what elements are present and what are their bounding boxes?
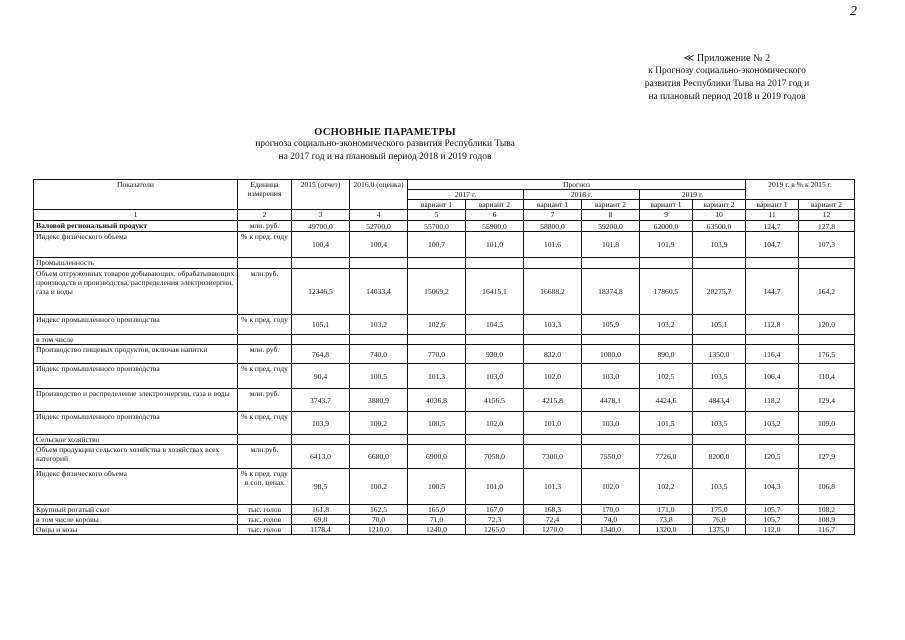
empty-cell <box>408 435 466 445</box>
indicator-label: Индекс физического объема <box>34 232 238 258</box>
empty-cell <box>408 335 466 345</box>
indicator-label: Объем продукции сельского хозяйства в хозяйствах всех категорий <box>34 445 238 469</box>
value-cell: 7300,0 <box>524 445 582 469</box>
value-cell: 100,5 <box>350 364 408 389</box>
value-cell: 103,3 <box>524 315 582 335</box>
value-cell: 49700,0 <box>292 221 350 232</box>
value-cell: 90,4 <box>292 364 350 389</box>
empty-cell <box>640 258 693 269</box>
header-pct-2019-2015: 2019 г. в % к 2015 г. <box>746 180 855 200</box>
value-cell: 76,0 <box>693 515 746 525</box>
value-cell: 112,0 <box>746 525 799 535</box>
unit-cell: % к пред. году <box>238 232 292 258</box>
subheading-row <box>34 335 855 345</box>
value-cell: 1178,4 <box>292 525 350 535</box>
value-cell: 112,8 <box>746 315 799 335</box>
table-row <box>34 505 855 515</box>
value-cell: 118,2 <box>746 389 799 412</box>
header-variant-2: вариант 2 <box>693 200 746 210</box>
value-cell: 16688,2 <box>524 269 582 315</box>
value-cell: 103,0 <box>582 364 640 389</box>
value-cell: 168,3 <box>524 505 582 515</box>
value-cell: 1265,0 <box>466 525 524 535</box>
header-variant-1: вариант 1 <box>524 200 582 210</box>
empty-cell <box>292 258 350 269</box>
value-cell: 106,4 <box>746 364 799 389</box>
column-number: 4 <box>350 210 408 221</box>
value-cell: 1340,0 <box>582 525 640 535</box>
empty-cell <box>350 435 408 445</box>
empty-cell <box>238 335 292 345</box>
value-cell: 740,0 <box>350 345 408 364</box>
header-forecast: Прогноз <box>408 180 746 190</box>
value-cell: 105,7 <box>746 505 799 515</box>
value-cell: 4036,8 <box>408 389 466 412</box>
value-cell: 18374,8 <box>582 269 640 315</box>
section-title: Сельское хозяйство <box>34 435 238 445</box>
value-cell: 15069,2 <box>408 269 466 315</box>
indicator-label: Производство пищевых продуктов, включая напитки <box>34 345 238 364</box>
empty-cell <box>693 435 746 445</box>
empty-cell <box>640 435 693 445</box>
value-cell: 127,8 <box>799 221 855 232</box>
value-cell: 101,0 <box>524 412 582 435</box>
value-cell: 104,3 <box>746 469 799 505</box>
unit-cell: % к пред. году <box>238 412 292 435</box>
value-cell: 102,0 <box>466 412 524 435</box>
unit-cell: млн.руб. <box>238 445 292 469</box>
empty-cell <box>799 258 855 269</box>
header-variant-1: вариант 1 <box>746 200 799 210</box>
empty-cell <box>524 335 582 345</box>
unit-cell: млн.руб. <box>238 269 292 315</box>
value-cell: 116,7 <box>799 525 855 535</box>
value-cell: 105,1 <box>292 315 350 335</box>
value-cell: 4156,5 <box>466 389 524 412</box>
value-cell: 104,7 <box>746 232 799 258</box>
value-cell: 104,5 <box>466 315 524 335</box>
unit-cell: тыс. голов <box>238 515 292 525</box>
indicator-label: в том числе коровы <box>34 515 238 525</box>
value-cell: 170,0 <box>582 505 640 515</box>
value-cell: 3743,7 <box>292 389 350 412</box>
value-cell: 100,4 <box>350 232 408 258</box>
value-cell: 103,5 <box>693 412 746 435</box>
table-row <box>34 445 855 469</box>
subheading-label: в том числе <box>34 335 238 345</box>
value-cell: 102,5 <box>640 364 693 389</box>
value-cell: 109,0 <box>799 412 855 435</box>
title-line-2: прогноза социально-экономического развития Республики Тыва <box>255 139 515 149</box>
value-cell: 1350,0 <box>693 345 746 364</box>
value-cell: 162,5 <box>350 505 408 515</box>
indicator-label: Индекс физического объема <box>34 469 238 505</box>
appendix-line-4: на плановый период 2018 и 2019 годов <box>648 92 806 102</box>
value-cell: 17860,5 <box>640 269 693 315</box>
table-body <box>34 221 855 535</box>
empty-cell <box>693 335 746 345</box>
empty-cell <box>466 258 524 269</box>
header-variant-1: вариант 1 <box>408 200 466 210</box>
title-main: ОСНОВНЫЕ ПАРАМЕТРЫ <box>314 127 456 138</box>
table-row <box>34 221 855 232</box>
value-cell: 120,0 <box>799 315 855 335</box>
value-cell: 102,2 <box>640 469 693 505</box>
header-2015: 2015 (отчет) <box>292 180 350 210</box>
value-cell: 101,8 <box>582 232 640 258</box>
column-number: 8 <box>582 210 640 221</box>
unit-cell: млн. руб. <box>238 221 292 232</box>
value-cell: 62000,0 <box>640 221 693 232</box>
header-indicators: Показатели <box>34 180 238 210</box>
empty-cell <box>799 335 855 345</box>
value-cell: 6900,0 <box>408 445 466 469</box>
header-2018: 2018 г. <box>524 190 640 200</box>
value-cell: 764,8 <box>292 345 350 364</box>
column-number: 5 <box>408 210 466 221</box>
unit-cell: % к пред. году в соп. ценах <box>238 469 292 505</box>
empty-cell <box>238 435 292 445</box>
value-cell: 108,9 <box>799 515 855 525</box>
empty-cell <box>350 258 408 269</box>
value-cell: 1240,0 <box>408 525 466 535</box>
value-cell: 107,3 <box>799 232 855 258</box>
value-cell: 6413,0 <box>292 445 350 469</box>
value-cell: 770,0 <box>408 345 466 364</box>
empty-cell <box>466 335 524 345</box>
value-cell: 930,0 <box>466 345 524 364</box>
indicator-label: Объем отгруженных товаров добывающих, обрабатывающих производств и производства, распределения электроэнергии, газа и воды <box>34 269 238 315</box>
value-cell: 101,3 <box>524 469 582 505</box>
value-cell: 63500,0 <box>693 221 746 232</box>
header-2016: 2016,0 (оценка) <box>350 180 408 210</box>
title-line-3: на 2017 год и на плановый период 2018 и 2019 годов <box>278 152 492 162</box>
column-number: 11 <box>746 210 799 221</box>
value-cell: 105,9 <box>582 315 640 335</box>
value-cell: 4215,8 <box>524 389 582 412</box>
column-number: 10 <box>693 210 746 221</box>
unit-cell: млн. руб. <box>238 345 292 364</box>
value-cell: 171,0 <box>640 505 693 515</box>
indicator-label: Индекс промышленного производства <box>34 412 238 435</box>
value-cell: 129,4 <box>799 389 855 412</box>
value-cell: 100,2 <box>350 412 408 435</box>
table-row <box>34 389 855 412</box>
empty-cell <box>746 258 799 269</box>
value-cell: 8200,0 <box>693 445 746 469</box>
value-cell: 832,0 <box>524 345 582 364</box>
value-cell: 1270,0 <box>524 525 582 535</box>
value-cell: 59200,0 <box>582 221 640 232</box>
value-cell: 72,4 <box>524 515 582 525</box>
value-cell: 1375,0 <box>693 525 746 535</box>
unit-cell: % к пред. году <box>238 315 292 335</box>
empty-cell <box>524 435 582 445</box>
value-cell: 72,3 <box>466 515 524 525</box>
header-variant-1: вариант 1 <box>640 200 693 210</box>
value-cell: 102,0 <box>524 364 582 389</box>
empty-cell <box>582 435 640 445</box>
empty-cell <box>524 258 582 269</box>
value-cell: 102,6 <box>408 315 466 335</box>
value-cell: 100,2 <box>350 469 408 505</box>
column-numbers-row <box>34 210 855 221</box>
value-cell: 1320,0 <box>640 525 693 535</box>
table-row <box>34 412 855 435</box>
empty-cell <box>466 435 524 445</box>
value-cell: 103,9 <box>693 232 746 258</box>
header-unit: Единица измерения <box>238 180 292 210</box>
empty-cell <box>292 435 350 445</box>
value-cell: 1210,0 <box>350 525 408 535</box>
value-cell: 58800,0 <box>524 221 582 232</box>
indicator-label: Валовой региональный продукт <box>34 221 238 232</box>
value-cell: 175,0 <box>693 505 746 515</box>
unit-cell: % к пред. году <box>238 364 292 389</box>
column-number: 2 <box>238 210 292 221</box>
section-title: Промышленность <box>34 258 238 269</box>
value-cell: 127,9 <box>799 445 855 469</box>
appendix-line-3: развития Республики Тыва на 2017 год и <box>644 79 810 89</box>
value-cell: 55700,0 <box>408 221 466 232</box>
value-cell: 100,7 <box>408 232 466 258</box>
value-cell: 103,0 <box>466 364 524 389</box>
value-cell: 103,5 <box>693 364 746 389</box>
value-cell: 71,0 <box>408 515 466 525</box>
value-cell: 167,0 <box>466 505 524 515</box>
indicator-label: Крупный рогатый скот <box>34 505 238 515</box>
table-row <box>34 469 855 505</box>
empty-cell <box>746 335 799 345</box>
header-variant-2: вариант 2 <box>466 200 524 210</box>
value-cell: 7550,0 <box>582 445 640 469</box>
value-cell: 165,0 <box>408 505 466 515</box>
value-cell: 144,7 <box>746 269 799 315</box>
value-cell: 103,2 <box>746 412 799 435</box>
indicator-label: Производство и распределение электроэнергии, газа и воды <box>34 389 238 412</box>
value-cell: 120,5 <box>746 445 799 469</box>
empty-cell <box>350 335 408 345</box>
column-number: 7 <box>524 210 582 221</box>
parameters-table <box>33 179 855 535</box>
value-cell: 890,0 <box>640 345 693 364</box>
empty-cell <box>746 435 799 445</box>
value-cell: 105,7 <box>746 515 799 525</box>
value-cell: 70,0 <box>350 515 408 525</box>
empty-cell <box>582 258 640 269</box>
value-cell: 161,8 <box>292 505 350 515</box>
value-cell: 69,8 <box>292 515 350 525</box>
value-cell: 103,2 <box>350 315 408 335</box>
value-cell: 16415,1 <box>466 269 524 315</box>
header-variant-2: вариант 2 <box>582 200 640 210</box>
unit-cell: млн. руб. <box>238 389 292 412</box>
indicator-label: Овцы и козы <box>34 525 238 535</box>
value-cell: 20275,7 <box>693 269 746 315</box>
value-cell: 176,5 <box>799 345 855 364</box>
value-cell: 101,5 <box>640 412 693 435</box>
indicator-label: Индекс промышленного производства <box>34 315 238 335</box>
document-title <box>185 127 585 164</box>
value-cell: 4478,1 <box>582 389 640 412</box>
value-cell: 100,4 <box>292 232 350 258</box>
value-cell: 14033,4 <box>350 269 408 315</box>
table-row <box>34 515 855 525</box>
value-cell: 101,0 <box>466 469 524 505</box>
unit-cell: тыс. голов <box>238 525 292 535</box>
value-cell: 73,8 <box>640 515 693 525</box>
empty-cell <box>292 335 350 345</box>
value-cell: 100,5 <box>408 412 466 435</box>
column-number: 1 <box>34 210 238 221</box>
empty-cell <box>582 335 640 345</box>
header-variant-2: вариант 2 <box>799 200 855 210</box>
value-cell: 7726,0 <box>640 445 693 469</box>
indicator-label: Индекс промышленного производства <box>34 364 238 389</box>
value-cell: 103,5 <box>693 469 746 505</box>
value-cell: 103,2 <box>640 315 693 335</box>
table-row <box>34 364 855 389</box>
value-cell: 74,0 <box>582 515 640 525</box>
appendix-note <box>612 52 842 104</box>
table-row <box>34 315 855 335</box>
value-cell: 103,9 <box>292 412 350 435</box>
empty-cell <box>408 258 466 269</box>
value-cell: 55900,0 <box>466 221 524 232</box>
empty-cell <box>238 258 292 269</box>
value-cell: 164,2 <box>799 269 855 315</box>
value-cell: 101,9 <box>640 232 693 258</box>
value-cell: 101,3 <box>408 364 466 389</box>
value-cell: 106,8 <box>799 469 855 505</box>
header-2019: 2019 г. <box>640 190 746 200</box>
value-cell: 124,7 <box>746 221 799 232</box>
value-cell: 1080,0 <box>582 345 640 364</box>
value-cell: 108,2 <box>799 505 855 515</box>
section-row <box>34 258 855 269</box>
column-number: 9 <box>640 210 693 221</box>
value-cell: 4843,4 <box>693 389 746 412</box>
empty-cell <box>640 335 693 345</box>
column-number: 6 <box>466 210 524 221</box>
table-row <box>34 345 855 364</box>
table-header <box>34 180 855 221</box>
empty-cell <box>799 435 855 445</box>
unit-cell: тыс. голов <box>238 505 292 515</box>
value-cell: 4424,6 <box>640 389 693 412</box>
table-row <box>34 269 855 315</box>
section-row <box>34 435 855 445</box>
value-cell: 101,6 <box>524 232 582 258</box>
value-cell: 12346,5 <box>292 269 350 315</box>
value-cell: 105,1 <box>693 315 746 335</box>
appendix-line-2: к Прогнозу социально-экономического <box>648 66 806 76</box>
appendix-line-1: ≪ Приложение № 2 <box>683 53 771 64</box>
value-cell: 52700,0 <box>350 221 408 232</box>
value-cell: 102,0 <box>582 469 640 505</box>
page-number: 2 <box>850 4 857 19</box>
value-cell: 116,4 <box>746 345 799 364</box>
value-cell: 7058,0 <box>466 445 524 469</box>
value-cell: 3880,9 <box>350 389 408 412</box>
empty-cell <box>693 258 746 269</box>
column-number: 3 <box>292 210 350 221</box>
value-cell: 110,4 <box>799 364 855 389</box>
table-row <box>34 232 855 258</box>
value-cell: 100,5 <box>408 469 466 505</box>
column-number: 12 <box>799 210 855 221</box>
header-2017: 2017 г. <box>408 190 524 200</box>
value-cell: 6680,0 <box>350 445 408 469</box>
value-cell: 101,0 <box>466 232 524 258</box>
value-cell: 103,0 <box>582 412 640 435</box>
value-cell: 98,5 <box>292 469 350 505</box>
table-row <box>34 525 855 535</box>
